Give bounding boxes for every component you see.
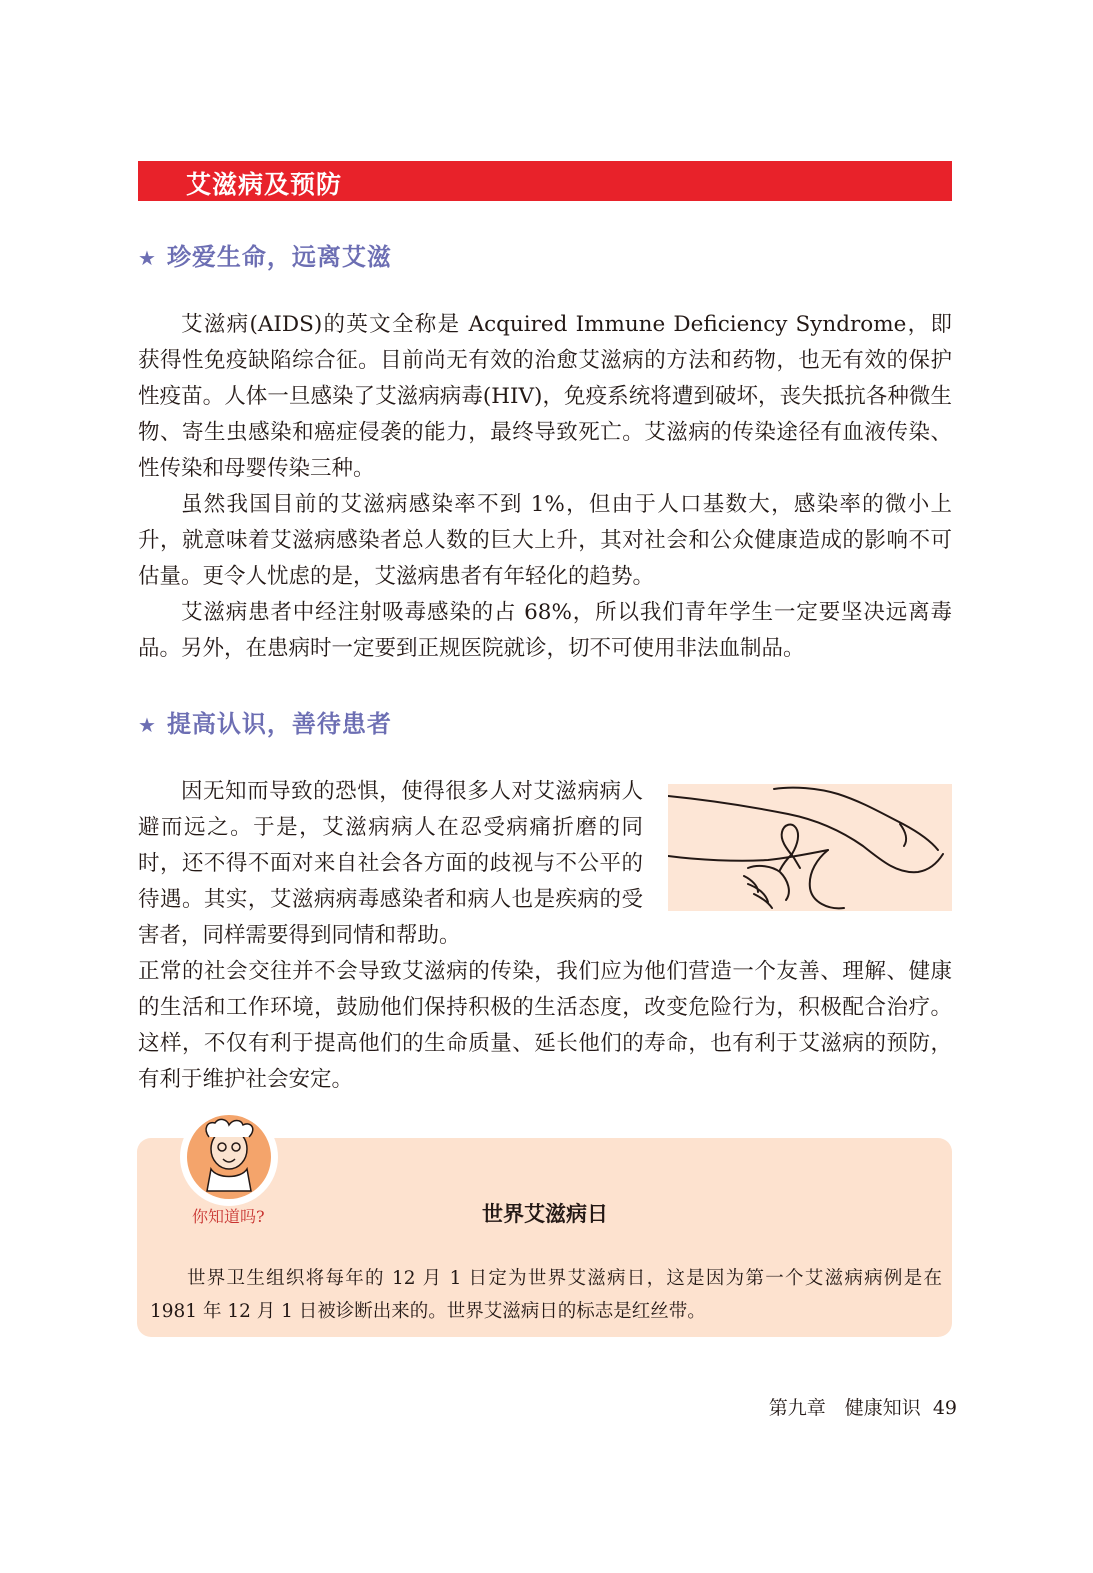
note-title: 世界艾滋病日 xyxy=(482,1202,608,1226)
page-number: 49 xyxy=(932,1397,957,1419)
paragraph: 因无知而导致的恐惧，使得很多人对艾滋病病人避而远之。于是，艾滋病病人在忍受病痛折磨的同时，还不得不面对来自社会各方面的歧视与不公平的待遇。其实，艾滋病病毒感染者和病人也是疾病的受害者，同样需要得到同情和帮助。 xyxy=(138,779,643,948)
star-icon: ★ xyxy=(138,246,157,270)
hands-ribbon-illustration xyxy=(668,784,952,911)
professor-avatar-icon xyxy=(179,1107,279,1207)
section-heading-text: 提高认识，善待患者 xyxy=(166,710,392,738)
note-text: 世界卫生组织将每年的 12 月 1 日定为世界艾滋病日，这是因为第一个艾滋病病例是在 1981 年 12 月 1 日被诊断出来的。世界艾滋病日的标志是红丝带。 xyxy=(150,1268,942,1322)
note-body xyxy=(150,1262,942,1328)
section-heading-text: 珍爱生命，远离艾滋 xyxy=(166,243,392,271)
title-bar xyxy=(138,161,952,201)
paragraph: 艾滋病患者中经注射吸毒感染的占 68%，所以我们青年学生一定要坚决远离毒品。另外，在患病时一定要到正规医院就诊，切不可使用非法血制品。 xyxy=(138,600,952,661)
paragraph: 艾滋病(AIDS)的英文全称是 Acquired Immune Deficiency Syndrome，即获得性免疫缺陷综合征。目前尚无有效的治愈艾滋病的方法和药物，也无有效的保护性疫苗。人体一旦感染了艾滋病病毒(HIV)，免疫系统将遭到破坏，丧失抵抗各种微生物、寄生虫感染和癌症侵袭的能力，最终导致死亡。艾滋病的传染途径有血液传染、性传染和母婴传染三种。 xyxy=(138,312,952,481)
section-heading-1 xyxy=(138,237,392,272)
paragraph: 虽然我国目前的艾滋病感染率不到 1%，但由于人口基数大，感染率的微小上升，就意味着艾滋病感染者总人数的巨大上升，其对社会和公众健康造成的影响不可估量。更令人忧虑的是，艾滋病患者有年轻化的趋势。 xyxy=(138,492,952,589)
paragraph: 正常的社会交往并不会导致艾滋病的传染，我们应为他们营造一个友善、理解、健康的生活和工作环境，鼓励他们保持积极的生活态度，改变危险行为，积极配合治疗。这样，不仅有利于提高他们的生命质量、延长他们的寿命，也有利于艾滋病的预防，有利于维护社会安定。 xyxy=(138,959,952,1092)
hands-ribbon-icon xyxy=(668,784,952,911)
section-1-body xyxy=(138,307,952,667)
section-2-wrapped-text xyxy=(138,774,643,954)
page-footer xyxy=(769,1393,957,1420)
page-title: 艾滋病及预防 xyxy=(186,170,343,199)
did-you-know-label: 你知道吗? xyxy=(192,1207,265,1226)
section-2-body xyxy=(138,954,952,1098)
section-heading-2 xyxy=(138,704,392,739)
star-icon: ★ xyxy=(138,713,157,737)
chapter-label: 第九章 健康知识 xyxy=(768,1397,921,1419)
